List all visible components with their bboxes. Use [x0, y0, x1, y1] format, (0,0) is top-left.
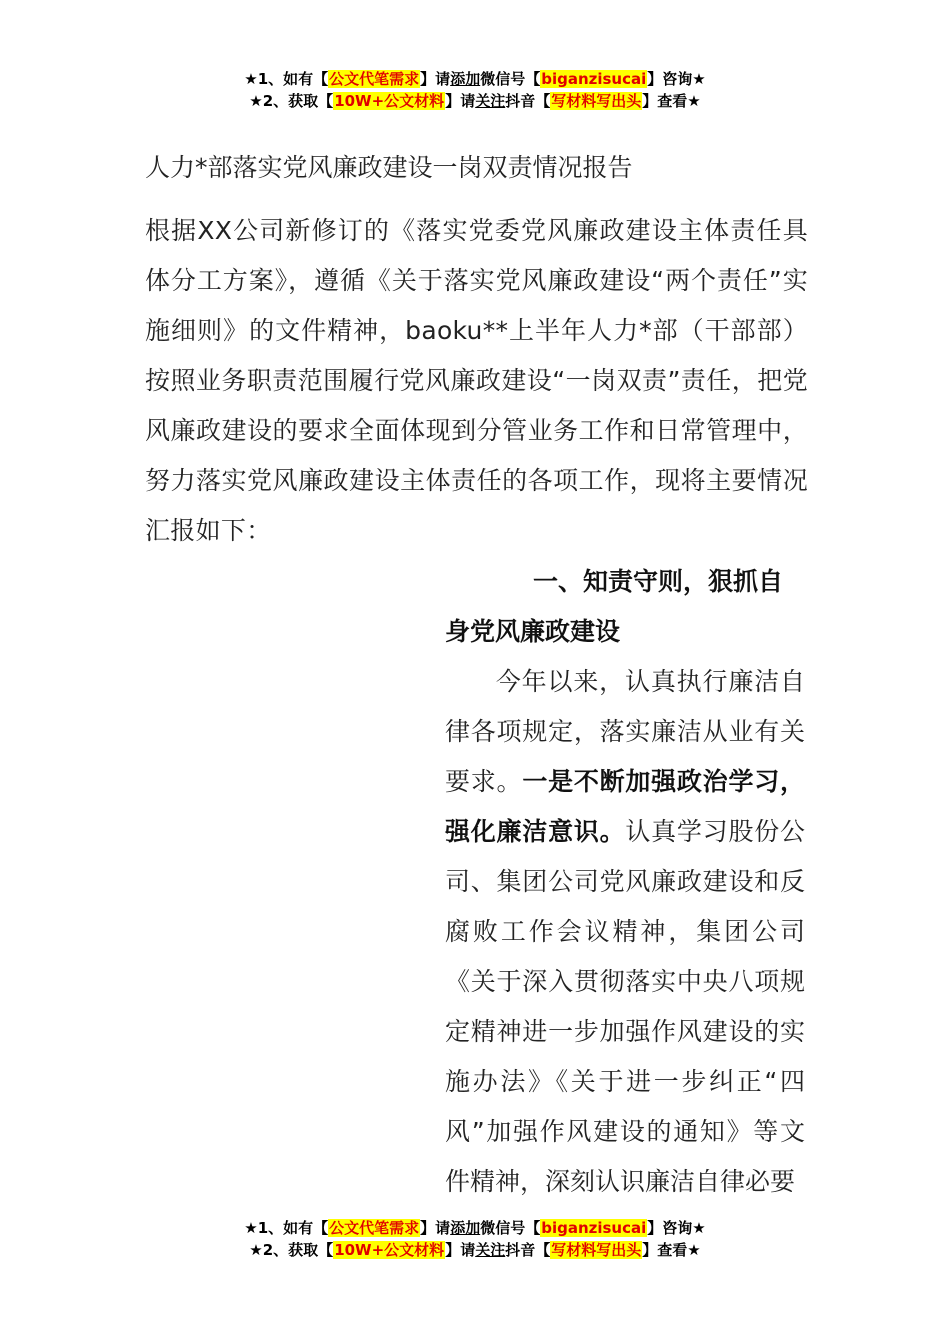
highlight-wechat-id: biganzisucai — [541, 1219, 647, 1237]
banner-line-1: ★1、如有【公文代笔需求】请添加微信号【biganzisucai】咨询★ — [244, 1219, 706, 1237]
highlight-materials: 10W+公文材料 — [334, 1241, 445, 1259]
highlight-service: 公文代笔需求 — [329, 70, 420, 88]
highlight-douyin-id: 写材料写出头 — [551, 92, 642, 110]
document-title: 人力*部落实党风廉政建设一岗双责情况报告 — [145, 153, 633, 182]
footer-banner — [0, 1217, 950, 1261]
highlight-douyin-id: 写材料写出头 — [551, 1241, 642, 1259]
intro-paragraph: 根据XX公司新修订的《落实党委党风廉政建设主体责任具体分工方案》，遵循《关于落实党风廉政建设“两个责任”实施细则》的文件精神，baoku**上半年人力*部（干部部）按照业务职责范围履行党风廉政建设“一岗双责”责任，把党风廉政建设的要求全面体现到分管业务工作和日常管理中，努力落实党风廉政建设主体责任的各项工作，现将主要情况汇报如下： — [145, 216, 808, 545]
banner-line-2: ★2、获取【10W+公文材料】请关注抖音【写材料写出头】查看★ — [249, 92, 701, 110]
highlight-service: 公文代笔需求 — [329, 1219, 420, 1237]
highlight-materials: 10W+公文材料 — [334, 92, 445, 110]
section-heading: 一、知责守则，狠抓自身党风廉政建设 — [445, 567, 784, 646]
section-paragraph: 今年以来，认真执行廉洁自律各项规定，落实廉洁从业有关要求。一是不断加强政治学习，强化廉洁意识。认真学习股份公司、集团公司党风廉政建设和反腐败工作会议精神，集团公司《关于深入贯彻落实中央八项规定精神进一步加强作风建设的实施办法》《关于进一步纠正“四风”加强作风建设的通知》等文件精神，深刻认识廉洁自律必要 — [445, 667, 805, 1196]
banner-line-2: ★2、获取【10W+公文材料】请关注抖音【写材料写出头】查看★ — [249, 1241, 701, 1259]
bold-emphasis: 一是不断加强政治学习，强化廉洁意识。 — [445, 767, 805, 846]
banner-line-1: ★1、如有【公文代笔需求】请添加微信号【biganzisucai】咨询★ — [244, 70, 706, 88]
header-banner — [0, 68, 950, 112]
highlight-wechat-id: biganzisucai — [541, 70, 647, 88]
